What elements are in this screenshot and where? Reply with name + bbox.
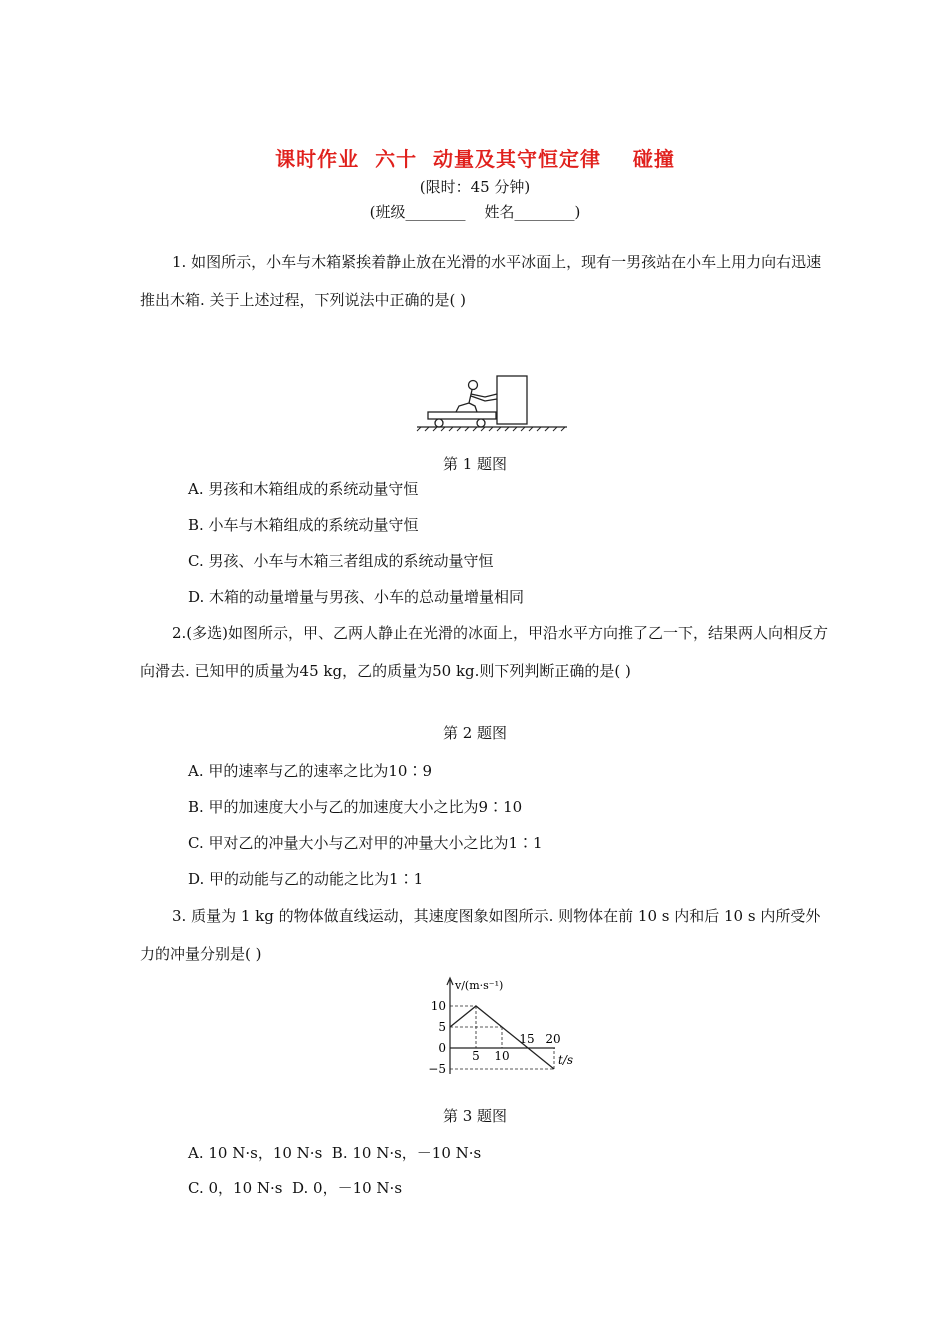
graph-x-tick: 20 (545, 1032, 561, 1046)
graph-y-tick: 10 (430, 999, 446, 1013)
class-name-line: (班级________ 姓名________) (369, 203, 581, 221)
cart (428, 412, 496, 419)
question-1-option-d[interactable]: D. 木箱的动量增量与男孩、小车的总动量增量相同 (188, 588, 525, 606)
question-2-option-c[interactable]: C. 甲对乙的冲量大小与乙对甲的冲量大小之比为1∶1 (188, 834, 543, 852)
graph-y-tick: 5 (438, 1020, 446, 1034)
page-title: 课时作业 六十 动量及其守恒定律 碰撞 (275, 147, 675, 171)
graph-y-tick: −5 (428, 1062, 446, 1076)
question-2-option-d[interactable]: D. 甲的动能与乙的动能之比为1∶1 (188, 870, 424, 888)
question-2-option-b[interactable]: B. 甲的加速度大小与乙的加速度大小之比为9∶10 (188, 798, 523, 816)
question-2-stem: 2.(多选)如图所示，甲、乙两人静止在光滑的冰面上，甲沿水平方向推了乙一下，结果两人向相反方向滑去. 已知甲的质量为45 kg，乙的质量为50 kg.则下列判断正确的是( ) (140, 624, 829, 680)
graph-y-tick: 0 (438, 1041, 446, 1055)
time-limit: (限时：45 分钟) (419, 178, 531, 196)
question-2-caption: 第 2 题图 (442, 724, 508, 742)
question-1-option-c[interactable]: C. 男孩、小车与木箱三者组成的系统动量守恒 (188, 552, 494, 570)
question-1-option-b[interactable]: B. 小车与木箱组成的系统动量守恒 (188, 516, 419, 534)
graph-x-tick: 15 (519, 1032, 535, 1046)
question-3-vt-graph (425, 972, 574, 1080)
graph-y-label: v/(m·s⁻¹) (455, 979, 504, 992)
cart-wheel (435, 419, 443, 427)
question-2-option-a[interactable]: A. 甲的速率与乙的速率之比为10∶9 (188, 762, 433, 780)
question-3-stem: 3. 质量为 1 kg 的物体做直线运动，其速度图象如图所示. 则物体在前 10 s 内和后 10 s 内所受外力的冲量分别是( ) (140, 907, 821, 963)
question-1-stem: 1. 如图所示，小车与木箱紧挨着静止放在光滑的水平冰面上，现有一男孩站在小车上用力向右迅速推出木箱. 关于上述过程，下列说法中正确的是( ) (140, 253, 822, 309)
question-1-option-a[interactable]: A. 男孩和木箱组成的系统动量守恒 (188, 480, 419, 498)
boy-figure (456, 381, 497, 413)
wooden-box (497, 376, 527, 424)
question-3-options-cd[interactable]: C. 0，10 N·s D. 0，－10 N·s (188, 1179, 403, 1197)
graph-x-tick: 10 (494, 1049, 510, 1063)
graph-x-tick: 5 (472, 1049, 480, 1063)
question-1-figure (415, 370, 570, 430)
question-3-caption: 第 3 题图 (442, 1107, 508, 1125)
question-3-options-ab[interactable]: A. 10 N·s，10 N·s B. 10 N·s，－10 N·s (188, 1144, 482, 1162)
graph-x-label: t/s (558, 1053, 574, 1067)
cart-wheel (477, 419, 485, 427)
question-1-caption: 第 1 题图 (442, 455, 508, 473)
